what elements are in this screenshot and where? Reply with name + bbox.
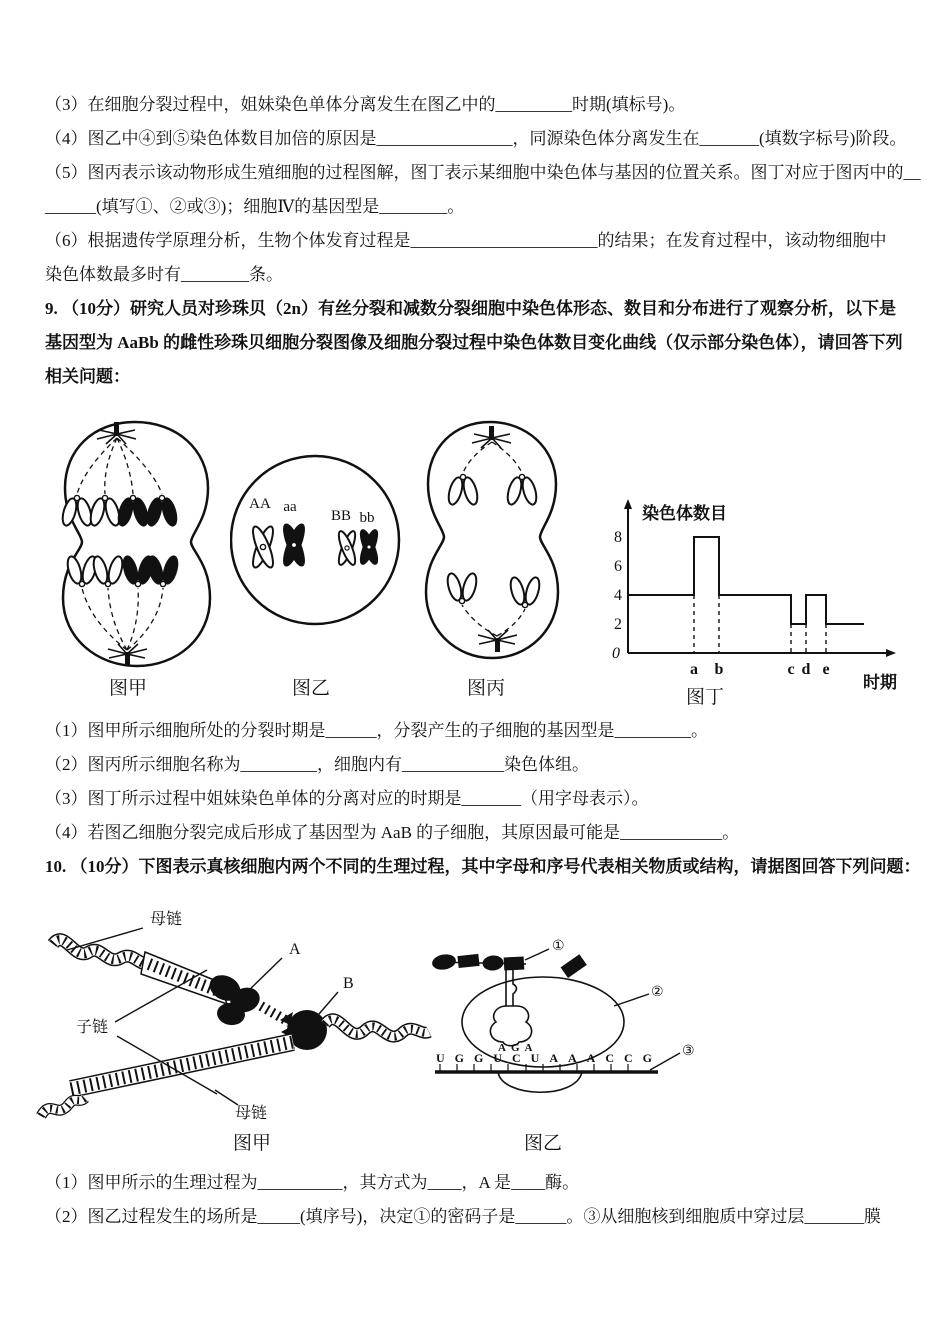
x-tick-d: d: [801, 661, 811, 678]
label-BB: BB: [330, 508, 352, 524]
y-axis-arrow: [624, 499, 632, 509]
figure-ding-chart: [598, 491, 918, 712]
figure-dna-caption: 图甲: [232, 1133, 272, 1154]
q9-part1-line: （1）图甲所示细胞所处的分裂时期是______，分裂产生的子细胞的基因型是_________。: [45, 721, 708, 740]
y-tick-4: 4: [614, 587, 622, 604]
figure-yi-caption: 图乙: [291, 678, 331, 699]
y-tick-2: 2: [614, 616, 622, 633]
label-aa: aa: [283, 499, 297, 515]
pointer-2: [614, 994, 649, 1006]
y-tick-6: 6: [614, 558, 622, 575]
x-tick-c: c: [787, 661, 795, 678]
ribosome-small-subunit: [498, 1072, 582, 1092]
x-tick-b: b: [714, 661, 724, 678]
q8-part3-line: （3）在细胞分裂过程中，姐妹染色单体分离发生在图乙中的_________时期(填标号)。: [45, 95, 686, 114]
y-tick-0: 0: [612, 645, 620, 662]
q9-intro-line1: 9. （10分）研究人员对珍珠贝（2n）有丝分裂和减数分裂细胞中染色体形态、数目和分布进行了观察分析，以下是: [45, 299, 896, 318]
q8-part4-line: （4）图乙中④到⑤染色体数目加倍的原因是________________，同源染色体分离发生在_______(填数字标号)阶段。: [45, 129, 907, 148]
q8-part5-line2: ______(填写①、②或③)；细胞Ⅳ的基因型是________。: [45, 197, 465, 216]
q10-part1-line: （1）图甲所示的生理过程为__________，其方式为____，A 是____酶。: [45, 1173, 580, 1192]
daughter-helix-right: [325, 1019, 429, 1036]
parent-helix-top: [53, 940, 145, 964]
label-mother-strand-bottom: 母链: [234, 1105, 268, 1122]
label-enzyme-b: B: [343, 975, 354, 992]
q9-part4-line: （4）若图乙细胞分裂完成后形成了基因型为 AaB 的子细胞，其原因最可能是____________。: [45, 823, 740, 842]
pointer-enzyme-b: [319, 992, 338, 1014]
label-enzyme-a: A: [289, 941, 301, 958]
label-3-mrna: ③: [682, 1044, 695, 1059]
free-amino-acid: [561, 954, 587, 978]
label-daughter-strand: 子链: [75, 1019, 109, 1036]
figure-ding-caption: 图丁: [685, 687, 725, 708]
figure-yi-metaphase-cell: [230, 416, 405, 708]
figure-jia-caption: 图甲: [108, 678, 148, 699]
cell-membrane: [426, 422, 558, 658]
q8-part6-line1: （6）根据遗传学原理分析，生物个体发育过程是______________________的结果；在发育过程中，该动物细胞中: [45, 231, 887, 250]
q9-intro-line2: 基因型为 AaBb 的雌性珍珠贝细胞分裂图像及细胞分裂过程中染色体数目变化曲线（仅示部分染色体），请回答下列: [45, 333, 903, 352]
figure-bing-anaphase-cell: [418, 416, 578, 708]
daughter-duplex-band: [71, 1042, 293, 1089]
y-axis-label: 染色体数目: [642, 504, 727, 523]
figure-dna-replication: [35, 904, 475, 1166]
label-AA: AA: [249, 496, 271, 512]
parent-helix-bottom: [41, 1098, 85, 1116]
x-tick-e: e: [822, 661, 830, 678]
figure-translation-caption: 图乙: [523, 1133, 563, 1154]
q8-part6-line2: 染色体数最多时有________条。: [45, 265, 283, 284]
polypeptide-chain: [431, 953, 526, 972]
q10-part2-line: （2）图乙过程发生的场所是_____(填序号)，决定①的密码子是______。③从细胞核到细胞质中穿过层_______膜: [45, 1207, 881, 1226]
pointer-mother-bottom: [215, 1090, 238, 1105]
x-axis-arrow: [886, 649, 896, 657]
q10-figure-row: [45, 904, 925, 1166]
q9-figure-row: [45, 416, 925, 712]
chromosome-count-step-line: [628, 537, 864, 624]
label-mother-strand-top: 母链: [149, 911, 183, 928]
q9-intro-line3: 相关问题：: [45, 367, 130, 386]
pointer-1: [525, 949, 549, 960]
anticodon-letters: AGA: [498, 1042, 538, 1054]
figure-translation: [430, 904, 920, 1166]
x-tick-a: a: [690, 661, 698, 678]
mrna-sequence: UGGUCUAAACCG: [436, 1051, 662, 1065]
x-axis-label: 时期: [863, 673, 897, 692]
q9-part3-line: （3）图丁所示过程中姐妹染色单体的分离对应的时期是_______（用字母表示）。: [45, 789, 649, 808]
y-tick-8: 8: [614, 529, 622, 546]
figure-bing-caption: 图丙: [466, 678, 506, 699]
q9-part2-line: （2）图丙所示细胞名称为_________，细胞内有____________染色体组。: [45, 755, 589, 774]
cell-membrane: [63, 422, 210, 666]
label-1-polypeptide: ①: [552, 939, 565, 954]
q8-part5-line1: （5）图丙表示该动物形成生殖细胞的过程图解，图丁表示某细胞中染色体与基因的位置关系。图丁对应于图丙中的__: [45, 163, 921, 182]
label-bb: bb: [359, 510, 375, 526]
pointer-mother-top: [67, 928, 143, 950]
figure-jia-anaphase-cell: [45, 416, 225, 708]
label-2-ribosome: ②: [651, 985, 664, 1000]
pointer-enzyme-a: [243, 958, 282, 996]
q10-intro-line: 10. （10分）下图表示真核细胞内两个不同的生理过程，其中字母和序号代表相关物质或结构，请据图回答下列问题：: [45, 857, 921, 876]
